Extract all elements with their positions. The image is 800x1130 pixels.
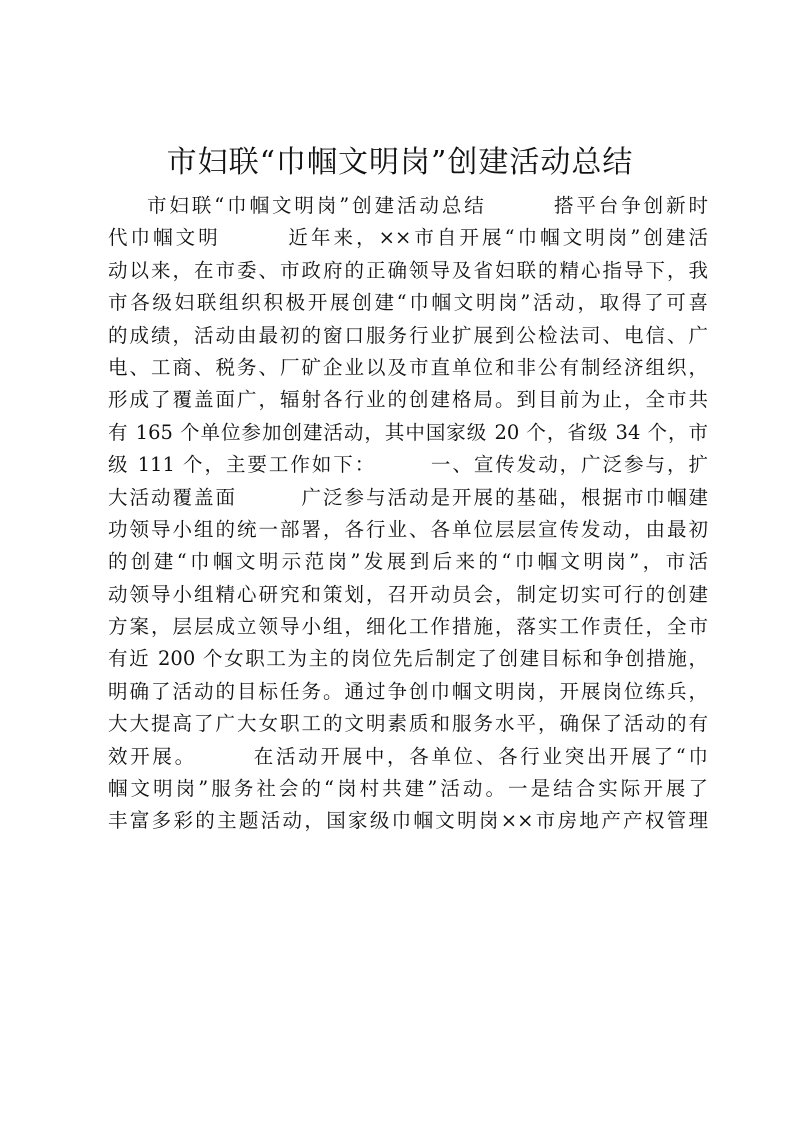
body-line: 效开展。 在活动开展中，各单位、各行业突出开展了“巾 (108, 744, 708, 768)
body-line: 明确了活动的目标任务。通过争创巾帼文明岗，开展岗位练兵， (108, 679, 708, 703)
body-line: 丰富多彩的主题活动，国家级巾帼文明岗××市房地产产权管理 (108, 809, 708, 833)
body-line: 大活动覆盖面 广泛参与活动是开展的基础，根据市巾帼建 (108, 485, 708, 509)
body-line: 有 165 个单位参加创建活动，其中国家级 20 个，省级 34 个，市 (108, 420, 708, 444)
body-line: 级 111 个，主要工作如下： 一、宣传发动，广泛参与，扩 (108, 453, 708, 477)
document-body (108, 190, 708, 838)
document-title: 市妇联“巾帼文明岗”创建活动总结 (166, 145, 634, 180)
body-line: 电、工商、税务、厂矿企业以及市直单位和非公有制经济组织， (108, 355, 708, 379)
body-line: 方案，层层成立领导小组，细化工作措施，落实工作责任，全市 (108, 615, 708, 639)
body-line: 代巾帼文明 近年来，××市自开展“巾帼文明岗”创建活 (108, 226, 708, 250)
body-line: 市妇联“巾帼文明岗”创建活动总结 搭平台争创新时 (147, 194, 708, 217)
body-line: 的成绩，活动由最初的窗口服务行业扩展到公检法司、电信、广 (108, 323, 708, 347)
body-line: 帼文明岗”服务社会的“岗村共建”活动。一是结合实际开展了 (108, 777, 708, 801)
body-line: 市各级妇联组织积极开展创建“巾帼文明岗”活动，取得了可喜 (108, 291, 708, 315)
body-line: 功领导小组的统一部署，各行业、各单位层层宣传发动，由最初 (108, 517, 708, 541)
body-line: 的创建“巾帼文明示范岗”发展到后来的“巾帼文明岗”，市活 (108, 550, 708, 574)
body-line: 形成了覆盖面广，辐射各行业的创建格局。到目前为止，全市共 (108, 388, 708, 412)
body-line: 动以来，在市委、市政府的正确领导及省妇联的精心指导下，我 (108, 258, 708, 282)
body-line: 大大提高了广大女职工的文明素质和服务水平，确保了活动的有 (108, 712, 708, 736)
body-line: 动领导小组精心研究和策划，召开动员会，制定切实可行的创建 (108, 582, 708, 606)
body-line: 有近 200 个女职工为主的岗位先后制定了创建目标和争创措施， (108, 647, 708, 671)
